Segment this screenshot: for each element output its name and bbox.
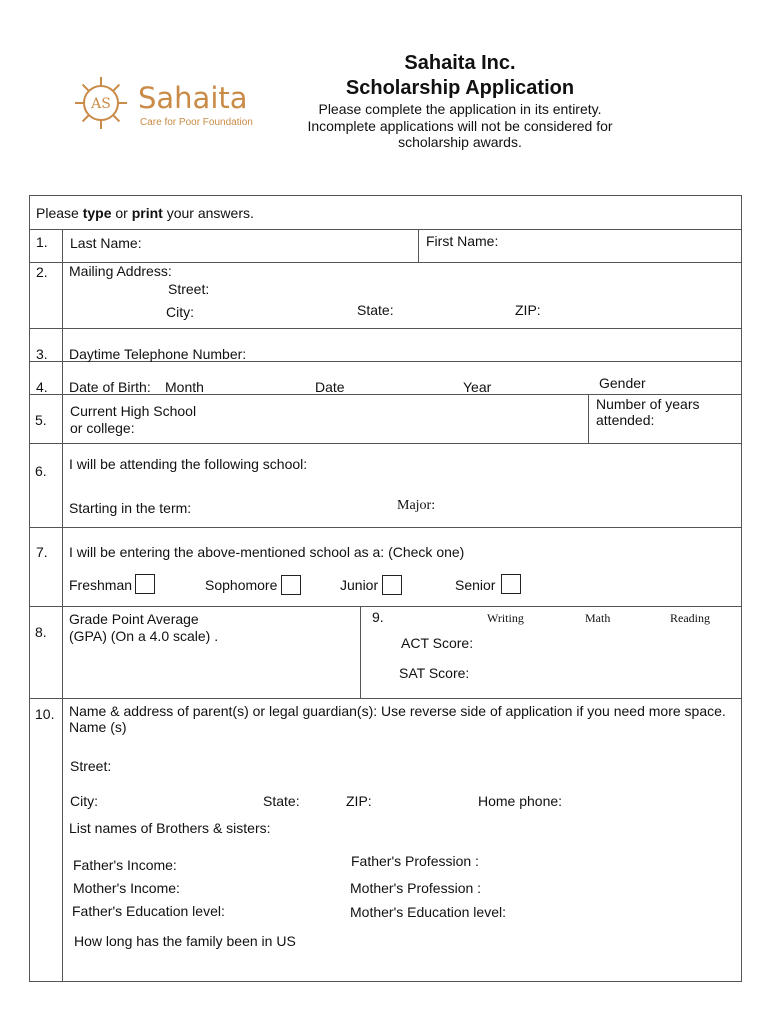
father-education-field[interactable]: Father's Education level: <box>72 903 225 919</box>
math-column-label: Math <box>585 611 611 625</box>
form-border-top <box>29 195 742 196</box>
mailing-address-label: Mailing Address: <box>69 263 172 279</box>
dob-month-field[interactable]: Month <box>165 379 204 395</box>
gpa-divider <box>360 606 361 698</box>
instruction-prefix: Please <box>36 205 83 221</box>
row-divider-9 <box>29 698 742 699</box>
row-number-5: 5. <box>35 412 47 428</box>
mother-income-field[interactable]: Mother's Income: <box>73 880 180 896</box>
years-attended-field[interactable]: attended: <box>596 412 655 428</box>
dob-label: Date of Birth: <box>69 379 151 395</box>
telephone-field[interactable]: Daytime Telephone Number: <box>69 346 247 362</box>
intro-line-3: scholarship awards. <box>398 134 522 150</box>
siblings-field[interactable]: List names of Brothers & sisters: <box>69 820 271 836</box>
instruction-type: type <box>82 205 112 221</box>
parent-city-field[interactable]: City: <box>70 793 98 809</box>
junior-label: Junior <box>340 577 379 593</box>
mailing-city-field[interactable]: City: <box>166 304 194 320</box>
current-school-label-1: Current High School <box>70 403 197 419</box>
logo-brand: Sahaita <box>138 81 248 115</box>
svg-text:AS: AS <box>91 96 111 112</box>
reading-column-label: Reading <box>670 611 710 625</box>
row-number-3: 3. <box>36 346 48 362</box>
last-name-field[interactable]: Last Name: <box>70 235 142 251</box>
intro-line-1: Please complete the application in its entirety. <box>318 101 602 117</box>
mailing-zip-field[interactable]: ZIP: <box>515 302 541 318</box>
instruction-or: or <box>111 205 132 221</box>
page-title: Scholarship Application <box>345 77 575 99</box>
dob-date-field[interactable]: Date <box>315 379 345 395</box>
row-number-7: 7. <box>36 544 48 560</box>
sophomore-label: Sophomore <box>205 577 278 593</box>
senior-label: Senior <box>455 577 496 593</box>
act-score-field[interactable]: ACT Score: <box>401 635 474 651</box>
sat-score-field[interactable]: SAT Score: <box>399 665 470 681</box>
parent-state-field[interactable]: State: <box>263 793 300 809</box>
logo <box>72 74 262 134</box>
instruction-text <box>36 205 254 221</box>
gpa-field[interactable]: (GPA) (On a 4.0 scale) . <box>69 628 219 644</box>
first-name-divider <box>418 229 419 262</box>
father-profession-field[interactable]: Father's Profession : <box>351 853 479 869</box>
mother-education-field[interactable]: Mother's Education level: <box>350 904 506 920</box>
row-divider-3 <box>29 328 742 329</box>
row-divider-6 <box>29 443 742 444</box>
instruction-print: print <box>131 205 163 221</box>
freshman-label: Freshman <box>69 577 133 593</box>
company-name: Sahaita Inc. <box>404 52 516 74</box>
intro-line-2: Incomplete applications will not be considered for <box>307 118 613 134</box>
gpa-label-1: Grade Point Average <box>69 611 199 627</box>
current-school-field[interactable]: or college: <box>70 420 135 436</box>
row-number-2: 2. <box>36 264 48 280</box>
starting-term-field[interactable]: Starting in the term: <box>69 500 192 516</box>
years-attended-label-1: Number of years <box>596 396 700 412</box>
sun-wheel-logo-icon <box>72 74 130 132</box>
instruction-suffix: your answers. <box>162 205 254 221</box>
parent-zip-field[interactable]: ZIP: <box>346 793 372 809</box>
form-border-bottom <box>62 981 742 982</box>
form-border-left <box>29 195 30 981</box>
senior-checkbox[interactable] <box>501 574 521 594</box>
row-number-9: 9. <box>372 609 384 625</box>
gender-field[interactable]: Gender <box>599 375 646 391</box>
writing-column-label: Writing <box>487 611 524 625</box>
years-attended-divider <box>588 394 589 443</box>
major-field[interactable]: Major: <box>397 498 436 513</box>
dob-year-field[interactable]: Year <box>463 379 492 395</box>
sophomore-checkbox[interactable] <box>281 575 301 595</box>
parent-names-field[interactable]: Name (s) <box>69 719 127 735</box>
family-in-us-field[interactable]: How long has the family been in US <box>74 933 296 949</box>
father-income-field[interactable]: Father's Income: <box>73 857 177 873</box>
first-name-field[interactable]: First Name: <box>426 233 499 249</box>
logo-tagline: Care for Poor Foundation <box>140 117 253 128</box>
form-border-bottom-left <box>29 981 63 982</box>
freshman-checkbox[interactable] <box>135 574 155 594</box>
mother-profession-field[interactable]: Mother's Profession : <box>350 880 482 896</box>
row-number-1: 1. <box>36 234 48 250</box>
mailing-state-field[interactable]: State: <box>357 302 394 318</box>
mailing-street-field[interactable]: Street: <box>168 281 210 297</box>
row-number-6: 6. <box>35 463 47 479</box>
form-border-right <box>741 195 742 981</box>
row-divider-7 <box>29 527 742 528</box>
entering-as-label: I will be entering the above-mentioned school as a: (Check one) <box>69 544 465 560</box>
row-number-10: 10. <box>35 706 55 722</box>
number-column-divider <box>62 229 63 981</box>
row-divider-8 <box>29 606 742 607</box>
row-number-4: 4. <box>36 379 48 395</box>
parents-label: Name & address of parent(s) or legal guardian(s): Use reverse side of application if you need more space. <box>69 703 726 719</box>
junior-checkbox[interactable] <box>382 575 402 595</box>
attending-school-field[interactable]: I will be attending the following school: <box>69 456 308 472</box>
row-divider-1 <box>29 229 742 230</box>
row-number-8: 8. <box>35 624 47 640</box>
parent-street-field[interactable]: Street: <box>70 758 112 774</box>
home-phone-field[interactable]: Home phone: <box>478 793 563 809</box>
